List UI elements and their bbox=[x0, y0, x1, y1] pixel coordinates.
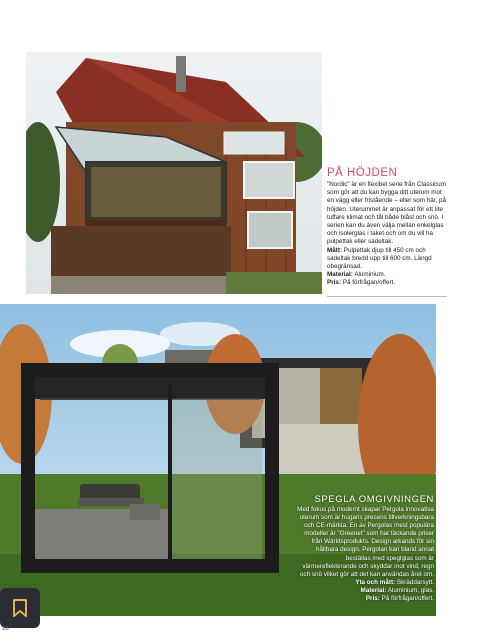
article-heading: PÅ HÖJDEN bbox=[327, 167, 398, 179]
spec-line-matt bbox=[327, 247, 447, 272]
article-spegla-omgivningen bbox=[296, 494, 434, 603]
spec-label: Pris: bbox=[327, 279, 341, 287]
spec-line-yta bbox=[296, 579, 434, 587]
bookmark-button[interactable] bbox=[0, 588, 40, 628]
page-number: 18 bbox=[2, 626, 9, 632]
article-body: "Nordic" är en flexibel serie från Classicum som gör att du kan bygga ditt uterum mot en vägg eller fristående – eller som här, på höjden. Uterummet är anpassat för ett lite tuffare klimat och tål både blåst och snö. I serien kan du även välja mellan enkelglas och isolerglas i taket och om du vill ha pulpettak eller sadeltak. bbox=[327, 181, 447, 246]
article-heading: SPEGLA OMGIVNINGEN bbox=[314, 494, 434, 505]
spec-label: Mått: bbox=[327, 246, 343, 254]
spec-label: Pris: bbox=[365, 595, 380, 603]
spec-label: Material: bbox=[327, 271, 353, 279]
spec-value: Aluminium. bbox=[354, 271, 386, 279]
spec-value: Aluminium, glas. bbox=[387, 586, 434, 594]
article-pa-hojden bbox=[327, 167, 447, 288]
house-illustration bbox=[26, 52, 322, 294]
bookmark-icon bbox=[12, 599, 28, 617]
photo-house-conservatory bbox=[26, 52, 322, 294]
article-body: Med fokus på modernt skapar Pergola innovativa uterum som är hugaris precens tillverkningsbara och CE-märkta. En av Pergolas mest populära modeller är "Greenet" som har täckande priser från Wärldsprodukts. Design arkands för sin hållbara design. Pergolan kan bland annat beställas med speglglas som är värmereflekterande och skyddar mot vind, regn och snö vilket gör att det kan användas året om. bbox=[297, 506, 434, 578]
spec-line-pris bbox=[327, 279, 447, 287]
spec-label: Yta och mått: bbox=[355, 578, 396, 586]
spec-label: Material: bbox=[360, 586, 387, 594]
divider bbox=[327, 296, 447, 297]
spec-line-pris bbox=[296, 595, 434, 603]
spec-value: På förfrågan/offert. bbox=[342, 279, 396, 287]
spec-line-material bbox=[296, 587, 434, 595]
spec-value: Skräddarsytt. bbox=[396, 578, 434, 586]
spec-value: Pulpettak djup till 450 cm och sadeltak bredd upp till 600 cm. Längd obegränsad. bbox=[327, 246, 432, 271]
spec-value: På förfrågan/offert. bbox=[381, 595, 434, 603]
